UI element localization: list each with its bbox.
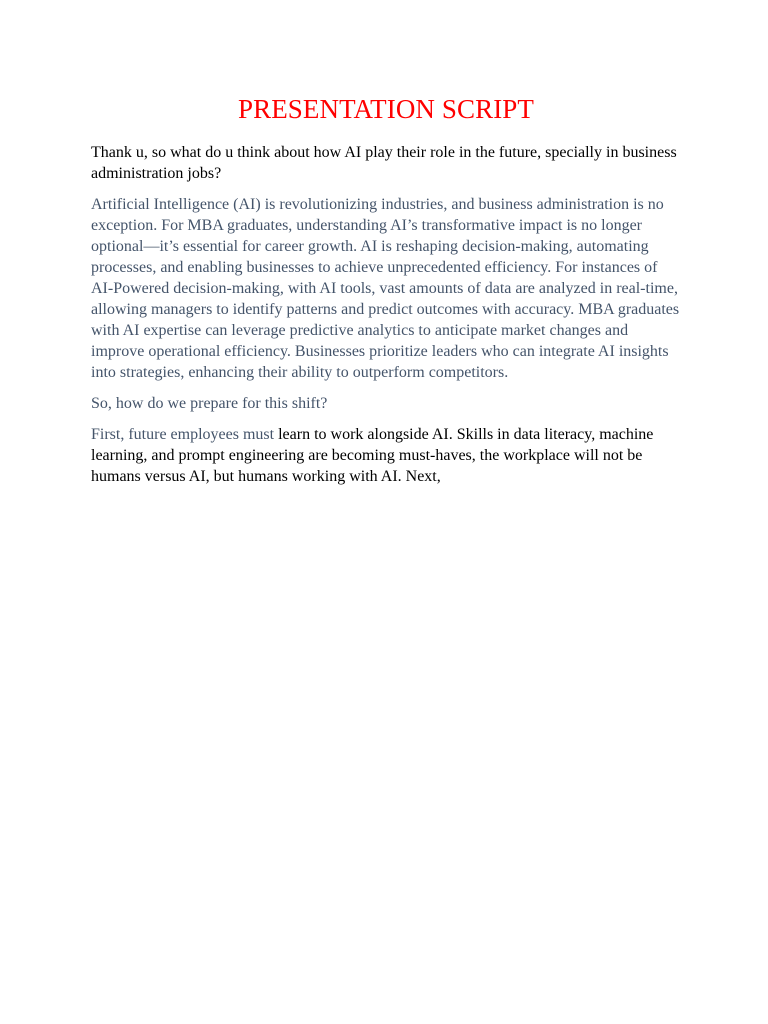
first-point-rest-text: learn to work alongside AI. Skills in data literacy, machine learning, and prompt engineering are becoming must-haves, the workplace will not be humans versus AI, but humans working with AI. Next, <box>91 426 654 485</box>
intro-question-paragraph: Thank u, so what do u think about how AI play their role in the future, specially in business administration jobs? <box>91 144 677 182</box>
first-point-lead-text: First, future employees must <box>91 426 275 443</box>
document-page <box>91 92 681 497</box>
prepare-question-paragraph: So, how do we prepare for this shift? <box>91 395 328 412</box>
document-title: PRESENTATION SCRIPT <box>237 94 535 124</box>
first-point-paragraph <box>91 424 681 487</box>
ai-overview-paragraph: Artificial Intelligence (AI) is revolutionizing industries, and business administration is no exception. For MBA graduates, understanding AI’s transformative impact is no longer optional—it’s essential for career growth. AI is reshaping decision-making, automating processes, and enabling businesses to achieve unprecedented efficiency. For instances of AI-Powered decision-making, with AI tools, vast amounts of data are analyzed in real-time, allowing managers to identify patterns and predict outcomes with accuracy. MBA graduates with AI expertise can leverage predictive analytics to anticipate market changes and improve operational efficiency. Businesses prioritize leaders who can integrate AI insights into strategies, enhancing their ability to outperform competitors. <box>91 196 680 381</box>
